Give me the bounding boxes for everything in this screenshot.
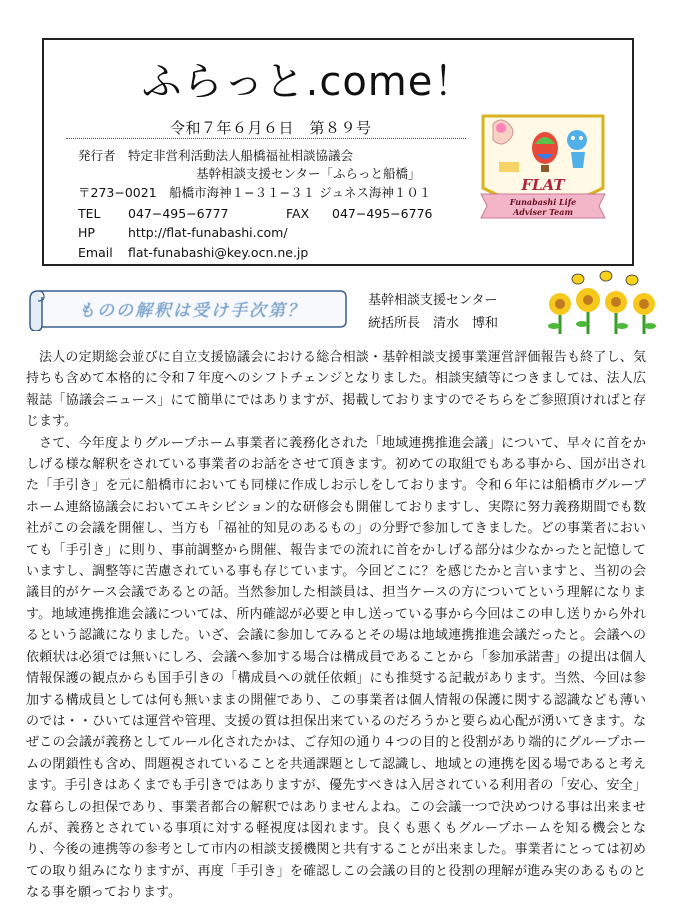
divider xyxy=(66,138,466,139)
newsletter-title: ふらっと.come！ xyxy=(141,59,475,105)
article-paragraph-2: さて、今年度よりグループホーム事業者に義務化された「地域連携推進会議」について、早々に首をかしげる様な解釈をされている事業者のお話をさせて頂きます。初めての取組でもある事から、国が出された「手引き」を元に船橋市においても同様に作成しお示しをしております。令和６年には船橋市グループホーム連絡協議会においてエキシビション的な研修会も開催しておりますし、実際に努力義務期間でも数社がこの会議を開催し、当方も「福祉的知見のあるもの」の分野で参加してきました。どの事業者においても「手引き」に則り、事前調整から開催、報告までの流れに首をかしげる部分は少なかったと記憶していますし、調整等に苦慮されている事も存じています。今回どこに？を感じたかと言いますと、当初の会議目的がケース会議であるとの話。当然参加した相談員は、担当ケースの方についてという理解になります。地域連携推進会議については、所内確認が必要と申し送っている事から今回はこの申し送りから外れるという認識になりました。いざ、会議に参加してみるとその場は地域連携推進会議だったと。会議への依頼状は必須では無いにしろ、会議へ参加する場合は構成員であることから「参加承諾書」の提出は個人情報保護の観点からも国手引きの「構成員への就任依頼」にも推奨する記載があります。当然、今回は参加する構成員としては何も無いままの開催であり、この事業者は個人情報の保護に関する認識なども薄いのでは・・ひいては運営や管理、支援の質は担保出来ているのだろうかと要らぬ心配が湧いてきます。なぜこの会議が義務としてルール化されたかは、ご存知の通り４つの目的と役割があり端的にグループホームの閉鎖性も含め、問題視されていることを共通課題として認識し、地域との連携を図る場であると考えます。手引きはあくまでも手引きではありますが、優先すべきは入居されている利用者の「安心、安全」な暮らしの担保であり、事業者都合の解釈ではありませんよね。この会議一つで決めつける事は出来ませんが、義務とされている事項に対する軽視度は図れます。良くも悪くもグループホームを知る機会となり、今後の連携等の参考として市内の相談支援機関と共有することが出来ました。事業者にとっては初めての取り組みになりますが、再度「手引き」を確認しこの会議の目的と役割の理解が進み実のあるものとなる事を願っております。 xyxy=(26,435,646,901)
publisher-label: 発行者 xyxy=(78,148,116,163)
flat-logo xyxy=(479,110,607,236)
issue-date: 令和７年６月６日 第８９号 xyxy=(170,119,372,137)
svg-text:Funabashi Life: Funabashi Life xyxy=(509,197,577,207)
article-body xyxy=(26,347,646,904)
sunflowers-illustration xyxy=(544,270,660,336)
svg-text:Adviser Team: Adviser Team xyxy=(513,207,573,217)
author-name: 統括所長 清水 博和 xyxy=(368,316,499,331)
publisher-name: 特定非営利活動法人船橋福祉相談協議会 xyxy=(128,148,354,163)
address: 〒273−0021 船橋市海神１−３１−３１ ジュネス海神１０１ xyxy=(78,185,432,200)
fax-number: 047−495−6776 xyxy=(332,206,433,221)
hp-label: HP xyxy=(78,225,95,240)
logo-flat-text: FLAT xyxy=(521,176,565,194)
article-title: ものの解釈は受け手次第？ xyxy=(78,301,306,321)
article-paragraph-1: 法人の定期総会並びに自立支援協議会における総合相談・基幹相談支援事業運営評価報告も終了し、気持ちも含めて本格的に令和７年度へのシフトチェンジとなりました。相談実績等につきましては、法人広報誌「協議会ニュース」にて簡単にではありますが、掲載しておりますのでそちらをご参照頂ければと存じます。 xyxy=(26,350,646,430)
email-address[interactable]: flat-funabashi@key.ocn.ne.jp xyxy=(128,245,309,260)
email-label: Email xyxy=(78,245,113,260)
hp-url[interactable]: http://flat-funabashi.com/ xyxy=(128,225,288,240)
tel-label: TEL xyxy=(78,206,101,221)
tel-number: 047−495−6777 xyxy=(128,206,229,221)
fax-label: FAX xyxy=(286,206,310,221)
center-name: 基幹相談支援センター「ふらっと船橋」 xyxy=(196,166,421,181)
author-org: 基幹相談支援センター xyxy=(368,293,498,308)
